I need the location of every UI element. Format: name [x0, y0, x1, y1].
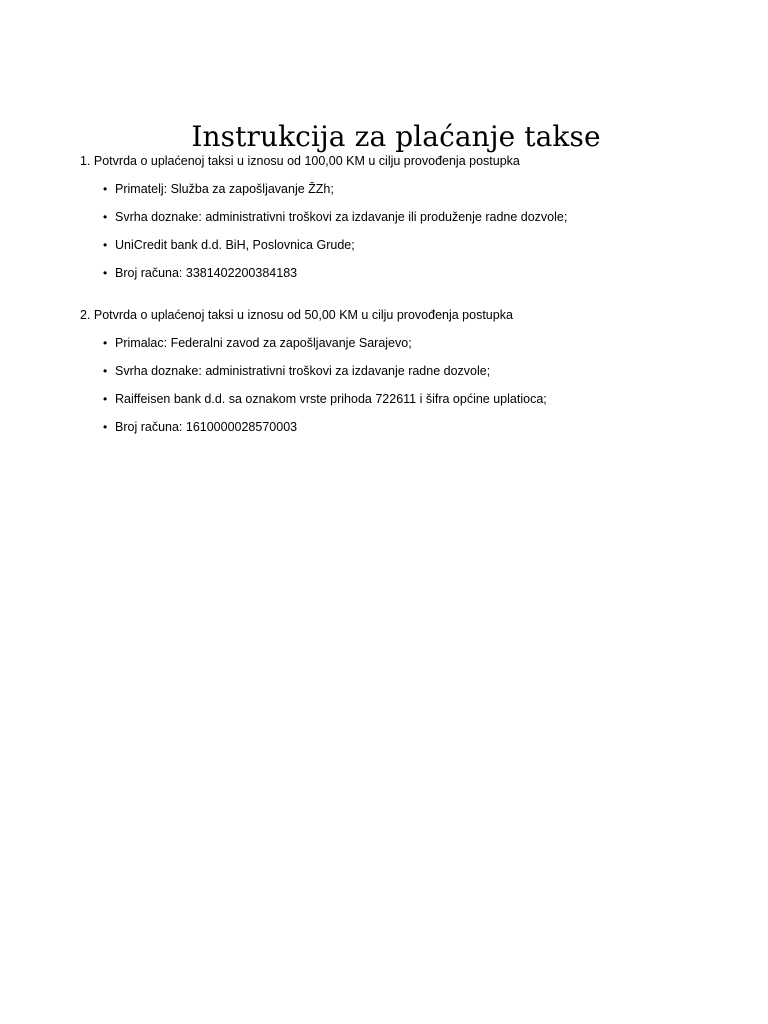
list-item-text: Broj računa: 1610000028570003 [115, 420, 298, 434]
list-item-bank [80, 390, 720, 408]
list-item-text: Svrha doznake: administrativni troškovi za izdavanje ili produženje radne dozvole; [115, 210, 568, 224]
bullet-icon: • [103, 266, 108, 280]
bullet-icon: • [103, 238, 108, 252]
list-item-text: Raiffeisen bank d.d. sa oznakom vrste prihoda 722611 i šifra općine uplatioca; [115, 392, 547, 406]
bullet-icon: • [103, 420, 108, 434]
list-item-account-number [80, 264, 720, 282]
bullet-icon: • [103, 210, 108, 224]
page-title: Instrukcija za plaćanje takse [191, 119, 601, 153]
list-item-recipient [80, 180, 720, 198]
section-heading: 1. Potvrda o uplaćenoj taksi u iznosu od 100,00 KM u cilju provođenja postupka [80, 154, 520, 168]
list-item-recipient [80, 334, 720, 352]
bullet-icon: • [103, 336, 108, 350]
section-heading: 2. Potvrda o uplaćenoj taksi u iznosu od 50,00 KM u cilju provođenja postupka [80, 308, 513, 322]
list-item-purpose [80, 362, 720, 380]
bullet-icon: • [103, 182, 108, 196]
bullet-icon: • [103, 392, 108, 406]
list-item-text: UniCredit bank d.d. BiH, Poslovnica Grude; [115, 238, 355, 252]
list-item-account-number [80, 418, 720, 436]
list-item-text: Primalac: Federalni zavod za zapošljavanje Sarajevo; [115, 336, 412, 350]
list-item-text: Svrha doznake: administrativni troškovi za izdavanje radne dozvole; [115, 364, 491, 378]
list-item-purpose [80, 208, 720, 226]
list-item-bank [80, 236, 720, 254]
bullet-icon: • [103, 364, 108, 378]
list-item-text: Primatelj: Služba za zapošljavanje ŽZh; [115, 182, 334, 196]
payment-section-1 [80, 152, 720, 282]
payment-section-2 [80, 306, 720, 436]
bullet-list [80, 334, 720, 436]
bullet-list [80, 180, 720, 282]
list-item-text: Broj računa: 3381402200384183 [115, 266, 298, 280]
